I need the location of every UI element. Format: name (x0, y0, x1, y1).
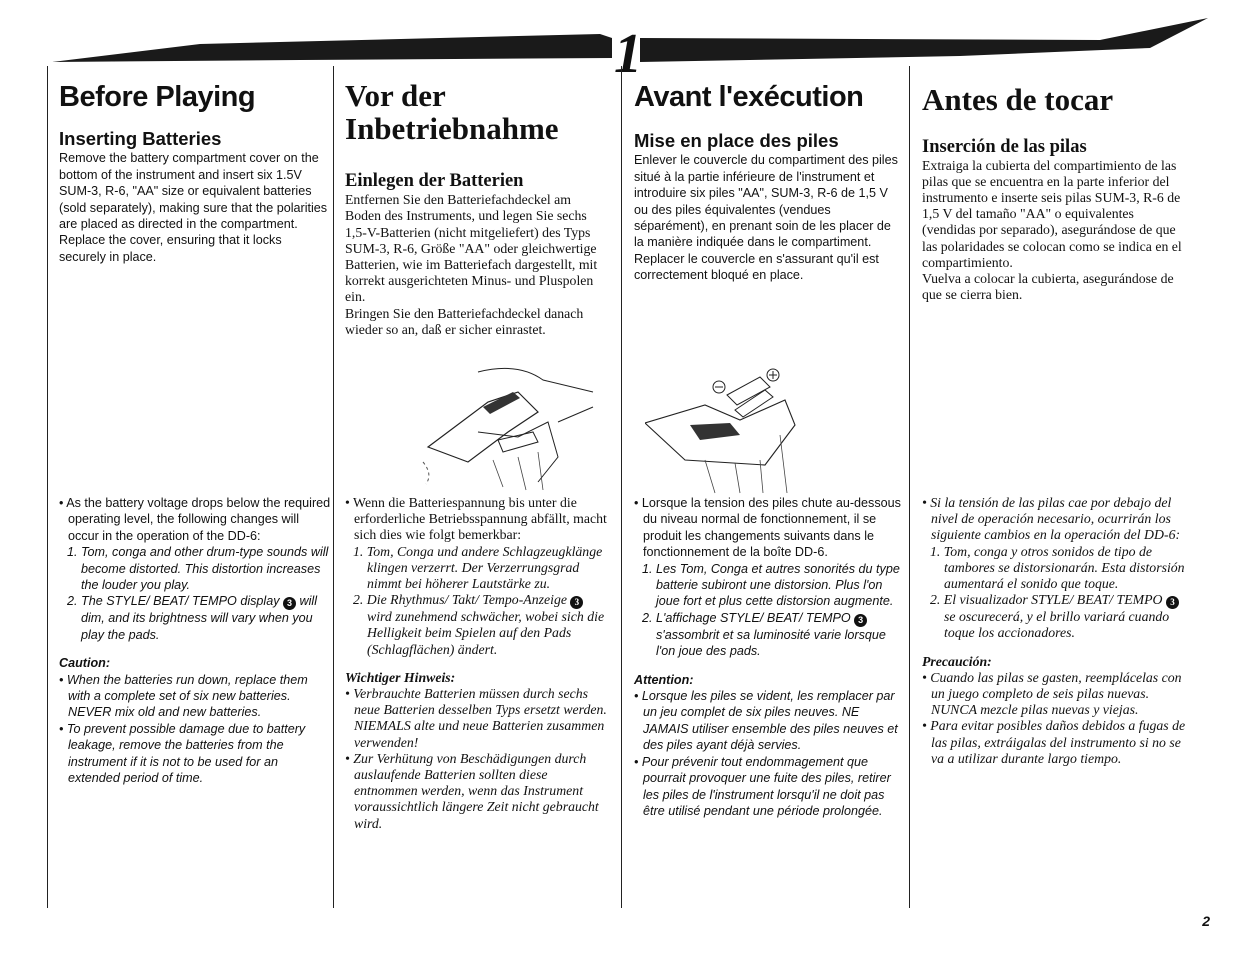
english-caution-title: Caution: (59, 656, 111, 671)
french-note-list (634, 561, 904, 660)
spanish-note-intro-text: Si la tensión de las pilas cae por debajo del nivel de operación necesario, ocurrirán los siguiente cambios en la operación del DD-6: (930, 495, 1181, 543)
english-caution-1: • When the batteries run down, replace them with a complete set of six new batteries. NEVER mix old and new batteries. (59, 672, 308, 720)
french-paragraph1: Enlever le couvercle du compartiment des piles situé à la partie inférieure de l'instrument et introduire six piles "AA", SUM-3, R-6 de 1,5 V ou des piles équivalentes (vendues séparément), en prenant soin de les placer de la manière indiquée dans le compartiment. (634, 153, 898, 250)
column-rule-1 (47, 66, 48, 908)
header-banner (0, 0, 1244, 80)
page-number: 2 (1202, 913, 1210, 929)
spanish-title: Antes de tocar (922, 82, 1114, 117)
german-note-intro: • Wenn die Batteriespannung bis unter die erforderliche Betriebsspannung abfällt, macht sich dies wie folgt bemerkbar: (345, 495, 607, 543)
english-note-item-2-b: will dim, and its brightness will vary when you play the pads. (81, 594, 318, 642)
spanish-paragraph2: Vuelva a colocar la cubierta, asegurándose de que se cierra bien. (922, 270, 1174, 303)
display-marker-icon: 3 (570, 596, 583, 609)
chapter-number: 1 (614, 23, 642, 80)
english-subtitle: Inserting Batteries (59, 128, 222, 150)
german-note-item-2 (345, 592, 611, 658)
german-subtitle: Einlegen der Batterien (345, 171, 524, 192)
display-marker-icon: 3 (1166, 596, 1179, 609)
spanish-caution-title: Precaución: (922, 653, 992, 669)
french-subtitle: Mise en place des piles (634, 130, 839, 152)
german-caution-title: Wichtiger Hinweis: (345, 669, 456, 685)
german-caution-2: • Zur Verhütung von Beschädigungen durch auslaufende Batterien sollten diese entnommen werden, wenn das Instrument voraussichtlich längere Zeit nicht gebraucht wird. (345, 750, 599, 831)
battery-cover-removal-illustration (408, 362, 598, 492)
german-caution-2-text: Zur Verhütung von Beschädigungen durch auslaufende Batterien sollten diese entnommen werden, wenn das Instrument voraussichtlich längere Zeit nicht gebraucht wird. (353, 750, 599, 831)
english-note-item-1: 1. Tom, conga and other drum-type sounds will become distorted. This distortion increases the louder you play. (67, 545, 329, 593)
spanish-note-intro: • Si la tensión de las pilas cae por debajo del nivel de operación necesario, ocurrirán los siguiente cambios en la operación del DD-6: (922, 495, 1181, 543)
english-notes (59, 495, 331, 787)
french-note-item-1: 1. Les Tom, Conga et autres sonorités du type batterie subiront une distorsion. Plus l'on joue fort et plus cette distorsion augmente. (642, 561, 900, 609)
battery-insertion-illustration (645, 365, 805, 495)
banner-left-stroke (52, 34, 612, 62)
german-notes (345, 495, 611, 832)
english-caution-1b-text: NEVER mix old and new batteries. (68, 705, 262, 720)
column-rule-2 (333, 66, 334, 908)
french-caution-2: • Pour prévenir tout endommagement que pourrait provoquer une fuite des piles, retirer les piles de l'instrument lorsqu'il ne doit pas être utilisé pendant une période prolongée. (634, 754, 891, 818)
english-note-intro: • As the battery voltage drops below the required operating level, the following changes will occur in the operation of the DD-6: (59, 496, 331, 543)
spanish-note-item-2-a: 2. El visualizador STYLE/ BEAT/ TEMPO (930, 592, 1166, 608)
german-note-list (345, 544, 611, 658)
spanish-caution-1: • Cuando las pilas se gasten, reemplácelas con un juego completo de seis pilas nuevas. NUNCA mezcle pilas nuevas y viejas. (922, 669, 1182, 718)
french-caution-1: • Lorsque les piles se vident, les remplacer par un jeu complet de six piles neuves. NE JAMAIS utiliser ensemble des piles neuves et des piles ayant déjà servies. (634, 689, 898, 753)
french-paragraph2: Replacer le couvercle en s'assurant qu'il est correctement bloqué en place. (634, 251, 879, 283)
spanish-note-item-2 (922, 592, 1192, 641)
english-note-item-2 (59, 593, 331, 643)
english-section (59, 82, 331, 265)
display-marker-icon: 3 (854, 614, 867, 627)
english-paragraph2: Replace the cover, ensuring that it locks securely in place. (59, 233, 282, 264)
german-paragraph1: Entfernen Sie den Batteriefachdeckel am Boden des Instruments, und legen Sie sechs 1,5-V-Batterien (nicht mitgeliefert) des Typs SUM-3, R-6, Größe "AA" oder gleichwertige Batterien, wie im Batteriefach dargestellt, mit korrekt ausgerichteten Minus- und Pluspolen ein. (345, 192, 598, 305)
french-note-intro-text: Lorsque la tension des piles chute au-dessous du niveau normal de fonctionnement, il se produit les changements suivants dans le fonctionnement de la boîte DD-6. (641, 496, 901, 560)
spanish-note-item-1: 1. Tom, conga y otros sonidos de tipo de tambores se distorsionarán. Esta distorsión aumentará el sonido que toque. (930, 543, 1185, 592)
german-paragraph2: Bringen Sie den Batteriefachdeckel danach wieder so an, daß er sicher einrastet. (345, 305, 584, 337)
german-section (345, 80, 607, 338)
german-note-item-1: 1. Tom, Conga und andere Schlagzeugklänge klingen verzerrt. Der Verzerrungsgrad nimmt bei höherer Lautstärke zu. (353, 543, 603, 592)
spanish-caution-2: • Para evitar posibles daños debidos a fugas de las pilas, extráigalas del instrumento si no se va a utilizar durante largo tiempo. (922, 718, 1186, 766)
english-paragraph1: Remove the battery compartment cover on the bottom of the instrument and insert six 1.5V SUM-3, R-6, "AA" size or equivalent batteries (sold separately), making sure that the polarities are placed as directed in the compartment. (59, 151, 328, 232)
english-note-item-2-a: 2. The STYLE/ BEAT/ TEMPO display (67, 594, 284, 609)
french-section (634, 82, 902, 284)
spanish-note-list (922, 544, 1192, 642)
banner-right-stroke (640, 18, 1208, 62)
french-caution-2-text: Pour prévenir tout endommagement que pourrait provoquer une fuite des piles, retirer les piles de l'instrument lorsqu'il ne doit pas être utilisé pendant une période prolongée. (641, 754, 891, 818)
french-note-item-2-a: 2. L'affichage STYLE/ BEAT/ TEMPO (642, 610, 855, 625)
french-notes (634, 495, 904, 819)
english-note-list (59, 544, 331, 643)
french-caution-title: Attention: (634, 672, 694, 687)
column-rule-3 (621, 66, 622, 908)
english-caution-2: • To prevent possible damage due to battery leakage, remove the batteries from the instrument if it is not to be used for an extended period of time. (59, 721, 306, 786)
spanish-notes (922, 495, 1192, 767)
spanish-paragraph1: Extraiga la cubierta del compartimiento de las pilas que se encuentra en la parte inferior del instrumento e inserte seis pilas SUM-3, R-6 de 1,5 V del tamaño "AA" o equivalentes (vendidas por separado), asegurándose de que las polaridades se colocan como se indica en el compartimiento. (922, 157, 1182, 270)
display-marker-icon: 3 (283, 597, 296, 610)
spanish-caution-2-text: Para evitar posibles daños debidos a fugas de las pilas, extráigalas del instrumento si no se va a utilizar durante largo tiempo. (930, 718, 1186, 766)
spanish-caution-1-text: Cuando las pilas se gasten, reemplácelas con un juego completo de seis pilas nuevas. NUNCA mezcle pilas nuevas y viejas. (930, 669, 1182, 718)
french-title: Avant l'exécution (634, 81, 864, 113)
german-note-item-2-a: 2. Die Rhythmus/ Takt/ Tempo-Anzeige (353, 592, 571, 608)
english-caution-2-text: To prevent possible damage due to battery leakage, remove the batteries from the instrument if it is not to be used for an extended period of time. (66, 721, 306, 786)
french-note-item-2-b: s'assombrit et sa luminosité varie lorsque l'on joue des pads. (656, 627, 886, 659)
german-title: Vor der Inbetriebnahme (345, 78, 559, 146)
french-note-item-2 (634, 610, 904, 660)
spanish-subtitle: Inserción de las pilas (922, 136, 1087, 157)
english-note-intro-text: As the battery voltage drops below the required operating level, the following changes will occur in the operation of the DD-6: (66, 496, 331, 543)
german-caution-1-text: Verbrauchte Batterien müssen durch sechs neue Batterien desselben Typs ersetzt werden. NIEMALS alte und neue Batterien zusammen verwenden! (353, 686, 607, 750)
french-note-intro: • Lorsque la tension des piles chute au-dessous du niveau normal de fonctionnement, il se produit les changements suivants dans le fonctionnement de la boîte DD-6. (634, 496, 901, 560)
english-caution-1-text: When the batteries run down, replace them with a complete set of six new batteries. (66, 672, 308, 704)
german-caution-1: • Verbrauchte Batterien müssen durch sechs neue Batterien desselben Typs ersetzt werden. NIEMALS alte und neue Batterien zusammen verwenden! (345, 686, 607, 750)
english-title: Before Playing (59, 81, 256, 113)
french-caution-1-text: Lorsque les piles se vident, les remplacer par un jeu complet de six piles neuves. NE JAMAIS utiliser ensemble des piles neuves et des piles ayant déjà servies. (641, 689, 898, 753)
spanish-section (922, 84, 1190, 303)
column-rule-4 (909, 66, 910, 908)
german-note-intro-text: Wenn die Batteriespannung bis unter die erforderliche Betriebsspannung abfällt, macht sich dies wie folgt bemerkbar: (353, 495, 607, 543)
spanish-note-item-2-b: se oscurecerá, y el brillo variará cuando toque los accionadores. (944, 609, 1170, 641)
german-note-item-2-b: wird zunehmend schwächer, wobei sich die Helligkeit beim Spielen auf den Pads (Schlagflächen) ändert. (367, 609, 605, 657)
